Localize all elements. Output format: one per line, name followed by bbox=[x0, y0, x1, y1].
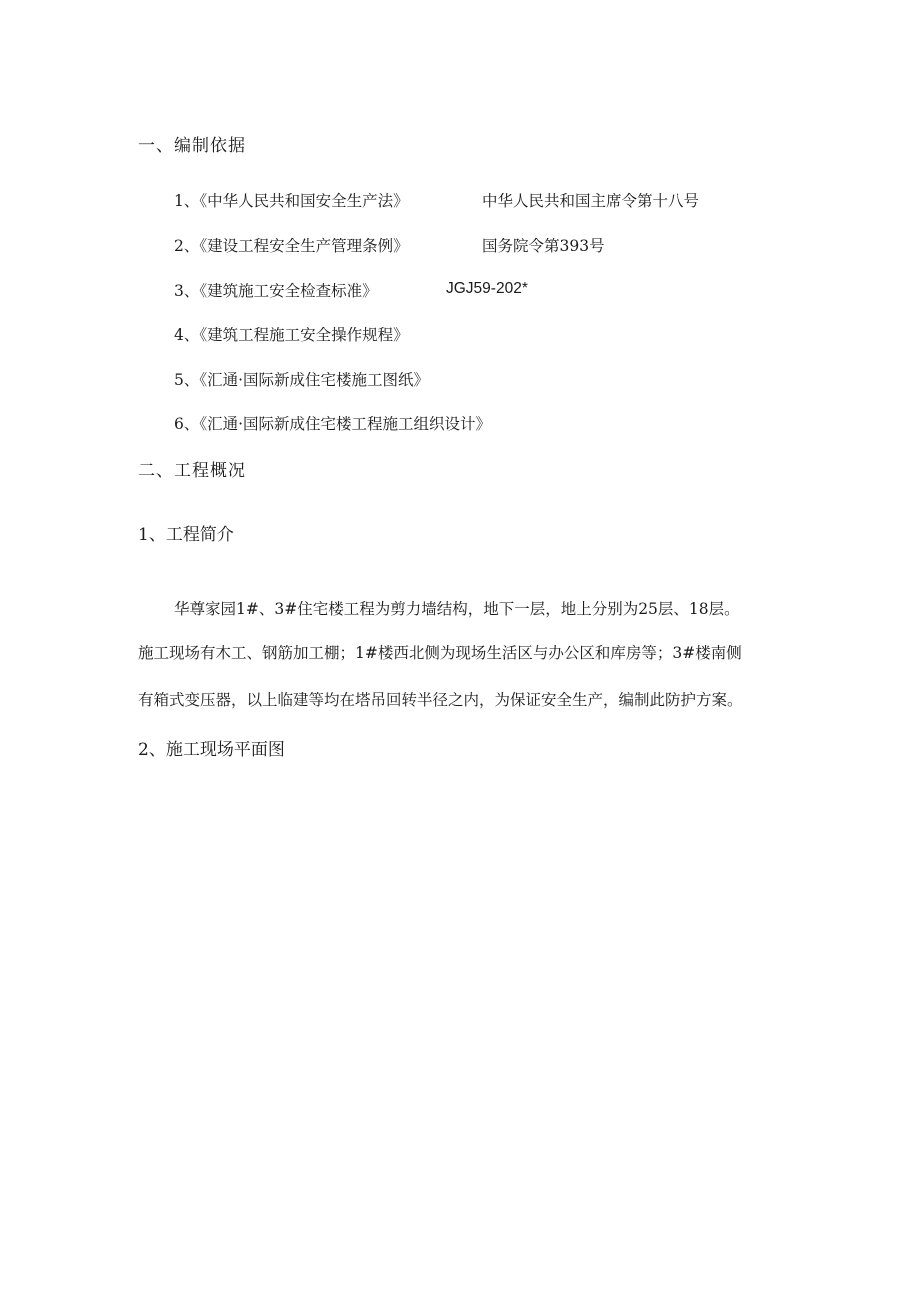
subsection-heading-site-plan: 2、施工现场平面图 bbox=[138, 740, 285, 760]
reference-item: 2、《建设工程安全生产管理条例》 bbox=[174, 237, 409, 255]
reference-item: 1、《中华人民共和国安全生产法》 bbox=[174, 192, 409, 210]
reference-item: 4、《建筑工程施工安全操作规程》 bbox=[174, 326, 409, 344]
intro-paragraph-line: 施工现场有木工、钢筋加工棚；1#楼西北侧为现场生活区与办公区和库房等；3#楼南侧 bbox=[138, 644, 742, 662]
reference-note: 中华人民共和国主席令第十八号 bbox=[482, 192, 700, 210]
reference-note: JGJ59-202* bbox=[446, 280, 528, 297]
intro-paragraph-line: 华尊家园1#、3#住宅楼工程为剪力墙结构，地下一层，地上分别为25层、18层。 bbox=[174, 600, 740, 618]
section-heading-basis: 一、编制依据 bbox=[138, 136, 246, 156]
reference-item: 3、《建筑施工安全检查标准》 bbox=[174, 282, 378, 300]
reference-item: 5、《汇通·国际新成住宅楼施工图纸》 bbox=[174, 371, 430, 389]
intro-paragraph-line: 有箱式变压器，以上临建等均在塔吊回转半径之内，为保证安全生产，编制此防护方案。 bbox=[138, 691, 743, 709]
section-heading-overview: 二、工程概况 bbox=[138, 461, 246, 481]
subsection-heading-intro: 1、工程简介 bbox=[138, 525, 234, 545]
reference-note: 国务院令第393号 bbox=[482, 237, 605, 255]
reference-item: 6、《汇通·国际新成住宅楼工程施工组织设计》 bbox=[174, 415, 492, 433]
